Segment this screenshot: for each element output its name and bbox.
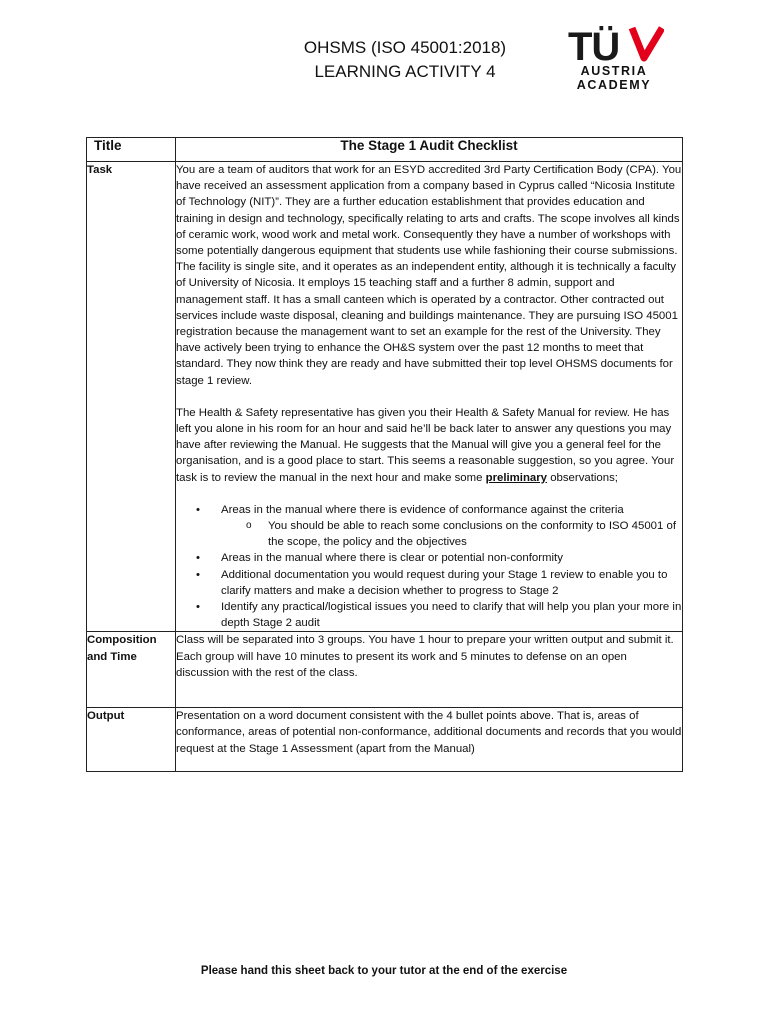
composition-description: Class will be separated into 3 groups. You have 1 hour to prepare your written output and submit it. Each group will have 10 minutes to present its work and 5 minutes to defense on an open discussion with the rest of the class.: [176, 632, 683, 708]
list-item: • Areas in the manual where there is clear or potential non-conformity: [176, 550, 682, 566]
header-title-line1: OHSMS (ISO 45001:2018): [303, 38, 507, 57]
table-header-row: [87, 138, 683, 162]
logo-text-austria: AUSTRIA: [580, 64, 648, 78]
row-label-task: Task: [87, 162, 176, 632]
document-header: [240, 36, 570, 84]
task-description: [176, 162, 683, 632]
header-cell-title: Title: [87, 138, 176, 162]
tuv-austria-academy-logo: [562, 26, 672, 96]
row-label-composition: Composition and Time: [87, 632, 176, 708]
table-row-output: [87, 708, 683, 772]
list-item: • Additional documentation you would request during your Stage 1 review to enable you to clarify matters and make a decision whether to progress to Stage 2: [176, 567, 682, 599]
table-row-task: [87, 162, 683, 632]
observation-bullet-list: [176, 502, 682, 632]
list-item: • Identify any practical/logistical issues you need to clarify that will help you plan your more in depth Stage 2 audit: [176, 599, 682, 631]
task-paragraph-2: The Health & Safety representative has given you their Health & Safety Manual for review. He has left you alone in his room for an hour and said he’ll be back later to answer any questions you may have after reviewing the Manual. He suggests that the Manual will give you a general feel for the organisation, and is a good place to start. This seems a reasonable suggestion, so you agree. Your task is to review the manual in the next hour and make some preliminary observations;: [176, 406, 675, 484]
logo-mark-text: TÜ: [568, 26, 620, 62]
logo-red-check: [632, 28, 662, 58]
activity-table: [86, 137, 683, 772]
output-description: Presentation on a word document consistent with the 4 bullet points above. That is, areas of conformance, areas of potential non-conformance, additional documents and records that you would request at the Stage 1 Assessment (apart from the Manual): [176, 708, 683, 772]
sub-list-item: o You should be able to reach some conclusions on the conformity to ISO 45001 of the scope, the policy and the objectives: [221, 518, 682, 550]
footer-instruction: Please hand this sheet back to your tutor at the end of the exercise: [200, 965, 568, 977]
tuv-logo-mark: [566, 26, 664, 62]
logo-text-academy: ACADEMY: [576, 78, 652, 92]
task-paragraph-1: You are a team of auditors that work for an ESYD accredited 3rd Party Certification Body (CPA). You have received an assessment application from a company based in Cyprus called “Nicosia Institute of Technology (NIT)”. They are a further education establishment that provides education and training in design and technology, specifically relating to arts and crafts. The scope involves all kinds of ceramic work, wood work and metal work. Consequently they have a number of workshops with some potentially dangerous equipment that students use while fashioning their course submissions. The facility is single site, and it operates as an independent entity, although it is technically a faculty of University of Nicosia. It employs 15 teaching staff and a further 8 admin, support and management staff. It has a small canteen which is operated by a contractor. Other contracted out services include waste disposal, cleaning and buildings maintenance. They are pursuing ISO 45001 registration because the management want to set an example for the rest of the University. They have actively been trying to enhance the OH&S system over the past 12 months to meet that standard. They now think they are ready and have submitted their top level OHSMS documents for stage 1 review.: [176, 164, 682, 387]
sub-bullet-list: [221, 518, 682, 550]
table-row-composition: [87, 632, 683, 708]
header-title-line2: LEARNING ACTIVITY 4: [314, 62, 496, 81]
header-cell-activity-name: The Stage 1 Audit Checklist: [176, 138, 683, 162]
row-label-output: Output: [87, 708, 176, 772]
list-item: • Areas in the manual where there is evidence of conformance against the criteria o You should be able to reach some conclusions on the conformity to ISO 45001 of the scope, the policy and the objectives: [176, 502, 682, 551]
preliminary-emphasis: preliminary: [485, 471, 548, 484]
